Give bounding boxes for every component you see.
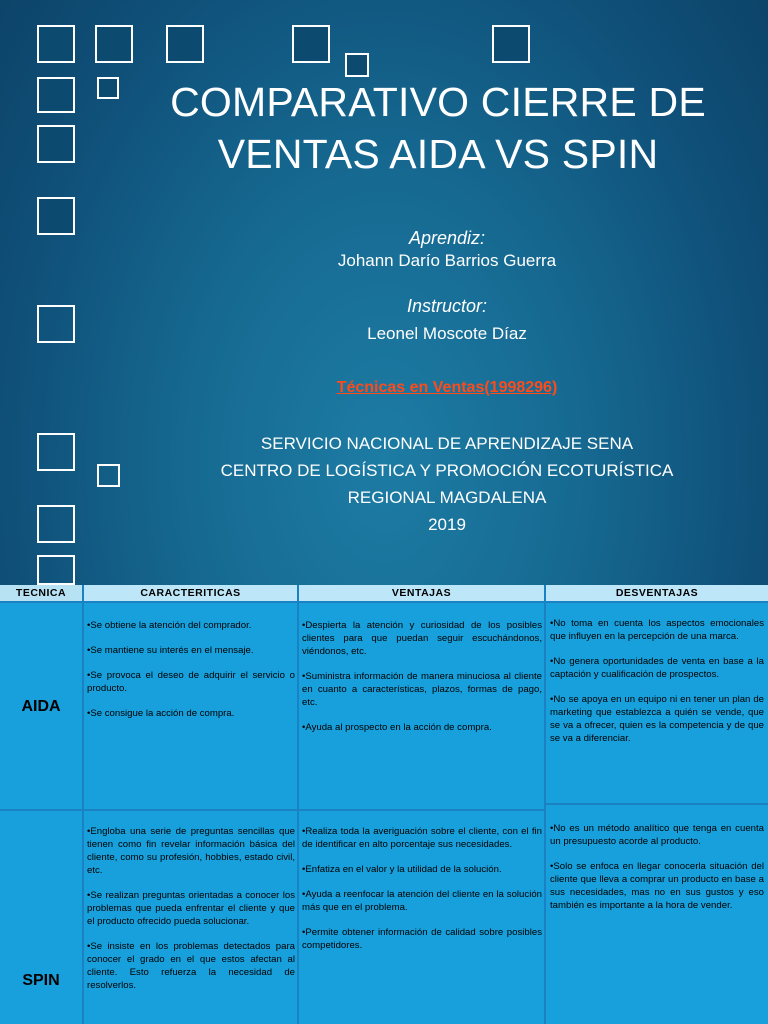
- list-item: •Se provoca el deseo de adquirir el servicio o producto.: [87, 670, 295, 694]
- list-item: •No se apoya en un equipo ni en tener un plan de marketing que establezca a quién se vende, que se va a ofrecer, quien es la competencia y de que se va a diferenciar.: [550, 694, 764, 744]
- decor-square: [292, 25, 330, 63]
- list-item: •Se consigue la acción de compra.: [87, 708, 235, 719]
- header-technique: TECNICA: [0, 585, 82, 601]
- comparison-table: [0, 585, 768, 1024]
- list-item: •No es un método analítico que tenga en cuenta un presupuesto acorde al producto.: [550, 823, 764, 847]
- list-item: •Se insiste en los problemas detectados para conocer el grado en el que estos afectan al cliente. Esto refuerza la necesidad de resolverlos.: [87, 941, 295, 991]
- decor-square: [95, 25, 133, 63]
- list-item: •Suministra información de manera minuciosa al cliente en cuanto a características, plazos, formas de pago, etc.: [302, 671, 542, 708]
- list-item: •Despierta la atención y curiosidad de los posibles clientes para que puedan seguir escuchándonos, viéndonos, etc.: [302, 620, 542, 657]
- page-title: [118, 76, 758, 180]
- apprentice-name: Johann Darío Barrios Guerra: [337, 251, 557, 270]
- spin-characteristics: [87, 825, 295, 1004]
- list-item: •Permite obtener información de calidad sobre posibles competidores.: [302, 927, 542, 951]
- institution-year: 2019: [428, 515, 466, 534]
- institution-line-2: CENTRO DE LOGÍSTICA Y PROMOCIÓN ECOTURÍSTICA: [220, 461, 674, 480]
- list-item: •No genera oportunidades de venta en base a la captación y cualificación de prospectos.: [550, 656, 764, 680]
- instructor-name: Leonel Moscote Díaz: [367, 324, 527, 343]
- header-disadvantages: DESVENTAJAS: [546, 585, 768, 601]
- list-item: •Solo se enfoca en llegar conocerla situación del cliente que lleva a comprar un producto en base a sus necesidades, mas no en sus gustos y eso también es importante a la hora de vender.: [550, 861, 764, 911]
- decor-square: [37, 433, 75, 471]
- decor-square: [37, 305, 75, 343]
- list-item: •Se mantiene su interés en el mensaje.: [87, 645, 254, 656]
- list-item: •Ayuda a reenfocar la atención del cliente en la solución más que en el problema.: [302, 889, 542, 913]
- table-row-spin-technique: [0, 811, 82, 1024]
- header-characteristics: CARACTERITICAS: [84, 585, 297, 601]
- decor-square: [492, 25, 530, 63]
- spin-advantages: [302, 825, 542, 964]
- technique-label-aida: AIDA: [21, 698, 61, 715]
- technique-label-spin: SPIN: [22, 972, 60, 989]
- decor-square: [37, 25, 75, 63]
- instructor-label: Instructor:: [406, 296, 488, 316]
- decor-square: [37, 505, 75, 543]
- decor-square: [97, 77, 119, 99]
- list-item: •Engloba una serie de preguntas sencillas que tienen como fin revelar información básica del cliente, como su profesión, hobbies, estado civil, etc.: [87, 826, 295, 876]
- aida-characteristics: [87, 619, 295, 732]
- list-item: •Se realizan preguntas orientadas a conocer los problemas que pueda enfrentar el cliente y que el producto ofrecido pueda solucionar.: [87, 890, 295, 927]
- course-link[interactable]: Técnicas en Ventas(1998296): [336, 379, 558, 396]
- spin-disadvantages: [550, 822, 764, 924]
- apprentice-label: Aprendiz:: [408, 228, 486, 248]
- decor-square: [345, 53, 369, 77]
- title-line-1: COMPARATIVO CIERRE DE: [170, 79, 706, 125]
- list-item: •Se obtiene la atención del comprador.: [87, 620, 252, 631]
- list-item: •No toma en cuenta los aspectos emocionales que influyen en la percepción de una marca.: [550, 618, 764, 642]
- decor-square: [37, 197, 75, 235]
- list-item: •Enfatiza en el valor y la utilidad de la solución.: [302, 864, 502, 875]
- aida-advantages: [302, 619, 542, 746]
- decor-square: [166, 25, 204, 63]
- aida-disadvantages: [550, 617, 764, 757]
- decor-square: [37, 77, 75, 113]
- list-item: •Ayuda al prospecto en la acción de compra.: [302, 722, 492, 733]
- title-line-2: VENTAS AIDA VS SPIN: [217, 131, 659, 177]
- list-item: •Realiza toda la averiguación sobre el cliente, con el fin de identificar en alto porcentaje sus necesidades.: [302, 826, 542, 850]
- decor-square: [97, 464, 120, 487]
- decor-square: [37, 555, 75, 585]
- institution-block: [130, 430, 764, 538]
- header-advantages: VENTAJAS: [299, 585, 544, 601]
- decor-square: [37, 125, 75, 163]
- institution-line-3: REGIONAL MAGDALENA: [347, 488, 547, 507]
- institution-line-1: SERVICIO NACIONAL DE APRENDIZAJE SENA: [260, 434, 634, 453]
